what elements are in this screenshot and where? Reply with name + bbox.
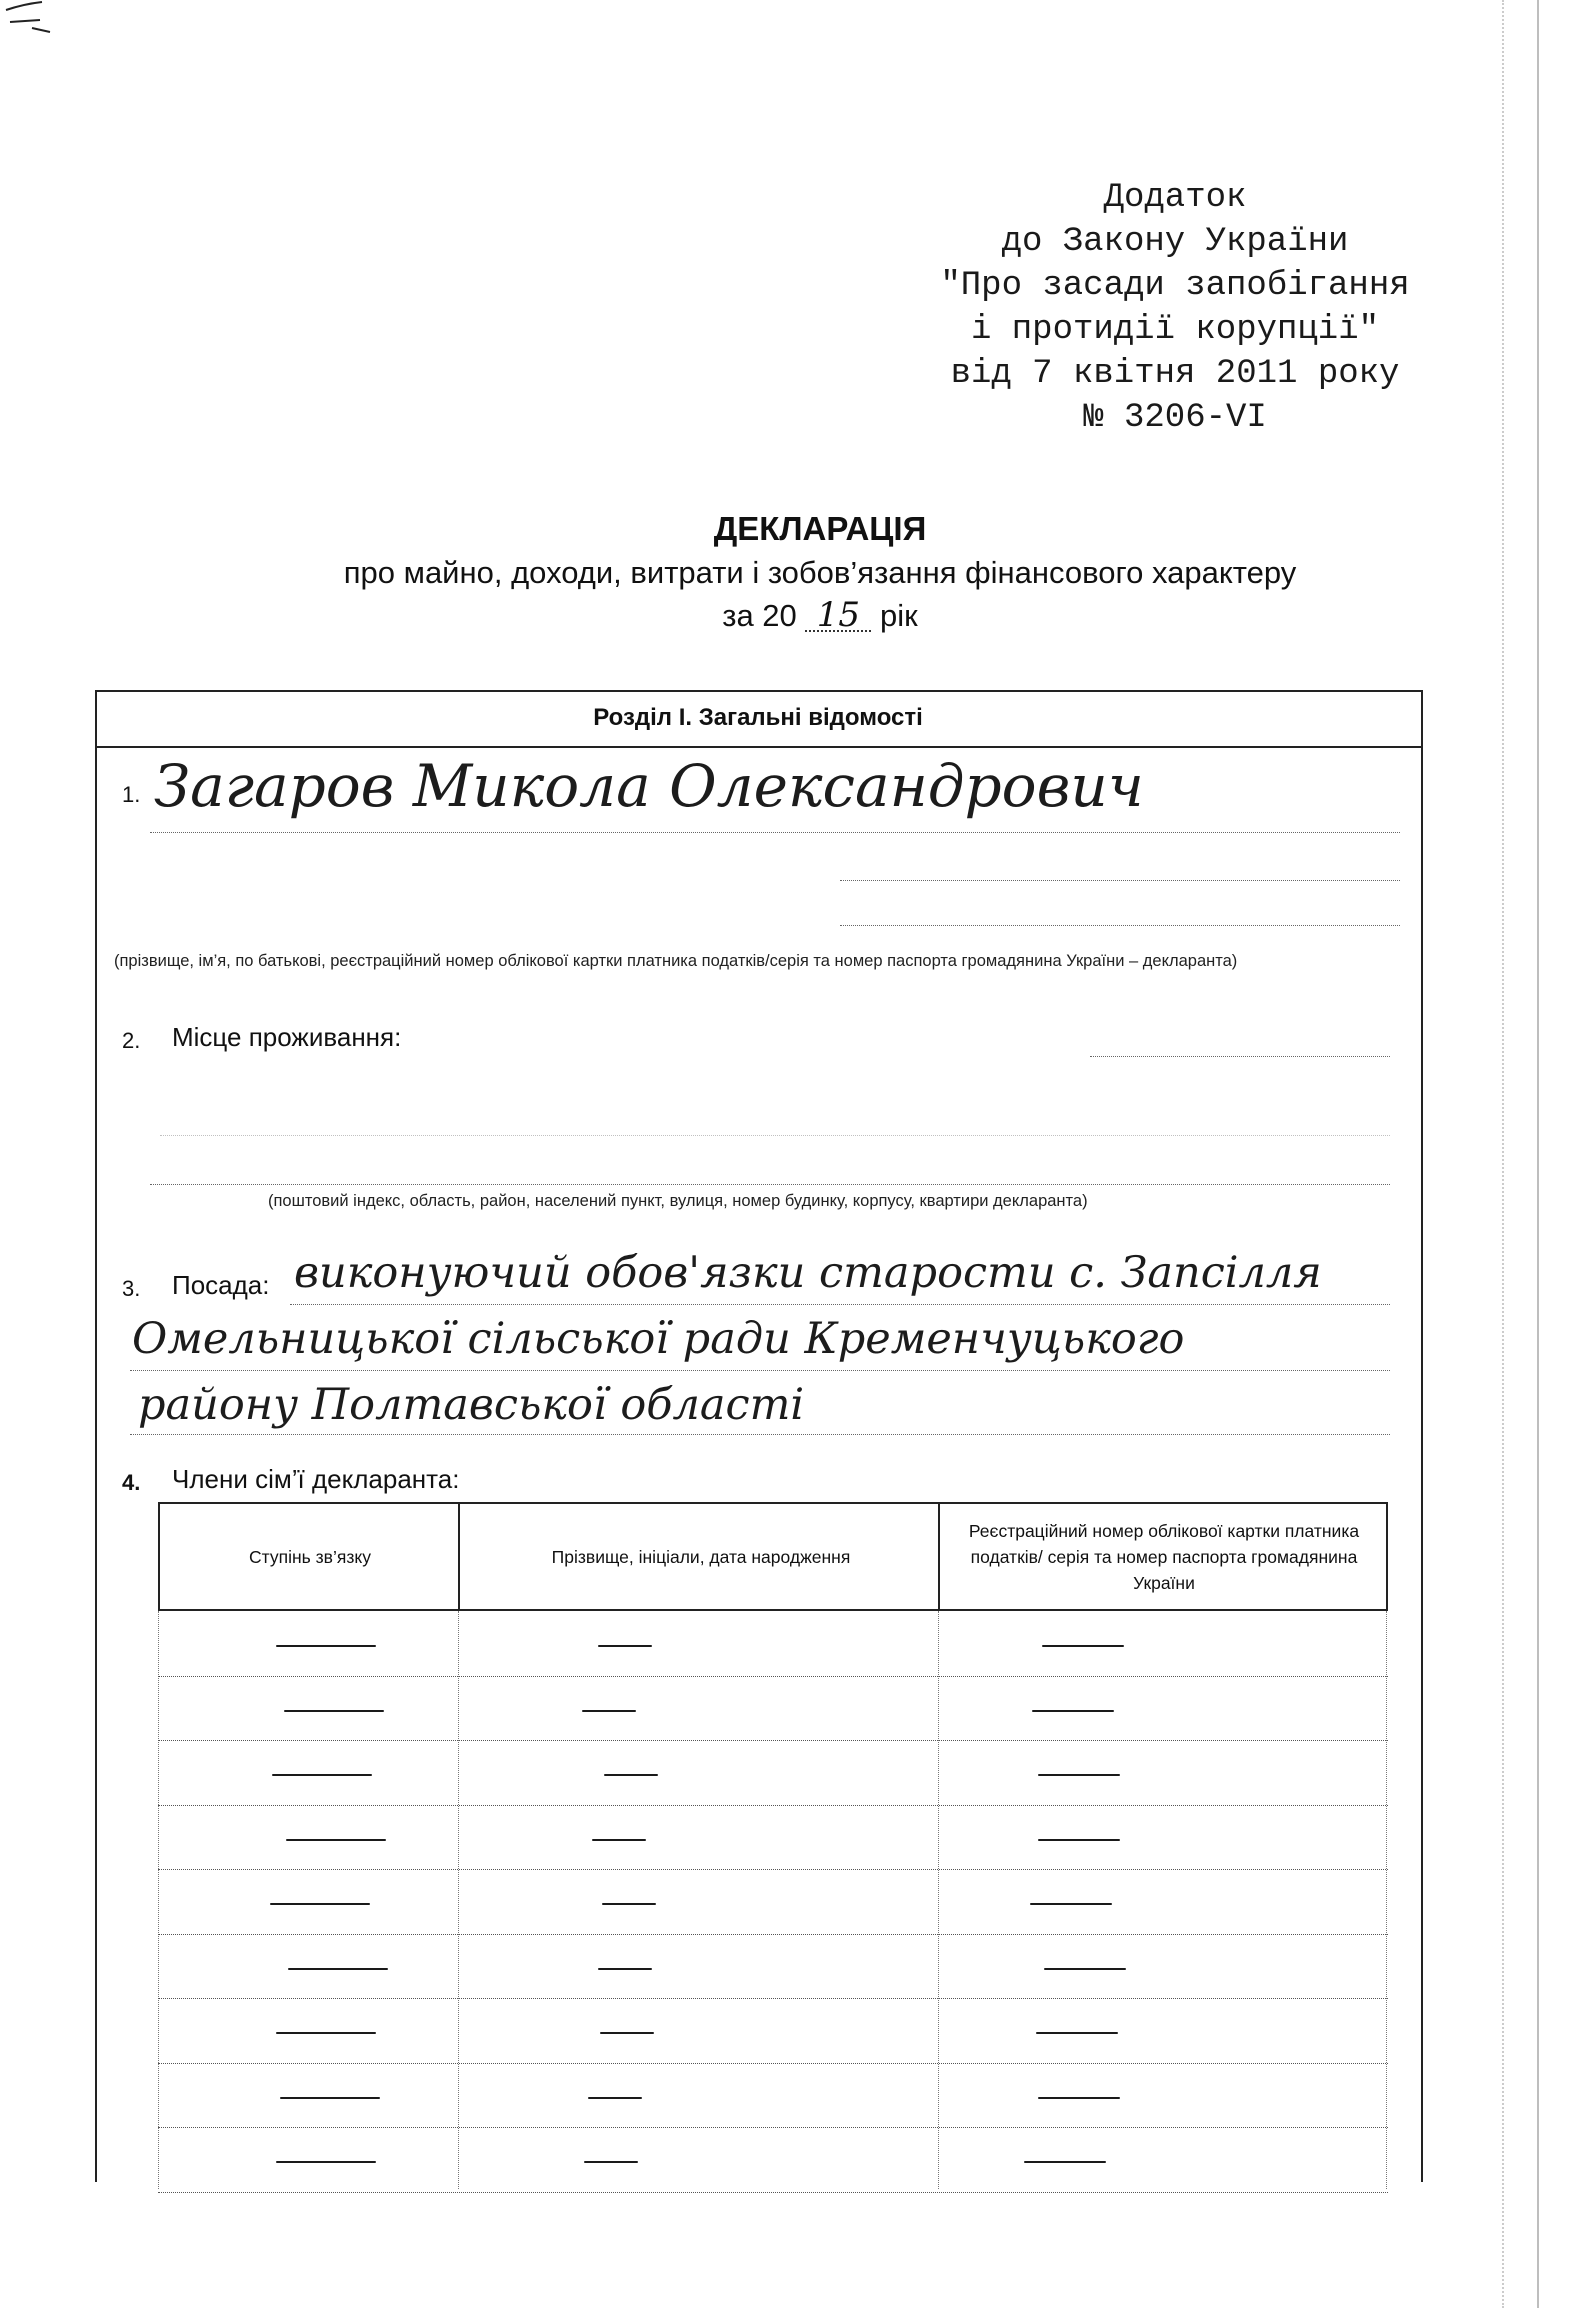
section-heading: Розділ І. Загальні відомості (95, 690, 1421, 748)
empty-cell-dash (286, 1839, 386, 1841)
body-divider-1 (458, 1611, 459, 2189)
year-prefix: за 20 (722, 598, 797, 633)
year-suffix: рік (880, 598, 918, 633)
column-header-name: Прізвище, ініціали, дата народження (551, 1546, 851, 1567)
empty-cell-dash (1032, 1710, 1114, 1712)
empty-cell-dash (602, 1903, 656, 1905)
item3-label: Посада: (172, 1270, 270, 1300)
item3-line-1 (290, 1304, 1390, 1305)
appendix-line-1: Додаток (1103, 179, 1247, 217)
table-row-separator (158, 1740, 1388, 1741)
item2-label: Місце проживання: (172, 1022, 402, 1052)
item1-number: 1. (122, 782, 141, 807)
declaration-year-line (0, 595, 1578, 635)
item3-line-2 (130, 1370, 1390, 1371)
empty-cell-dash (270, 1903, 370, 1905)
empty-cell-dash (1036, 2032, 1118, 2034)
appendix-line-6: № 3206-VI (1083, 399, 1267, 437)
item3-line-3 (130, 1434, 1390, 1435)
empty-cell-dash (600, 2032, 654, 2034)
family-table-header (158, 1502, 1388, 1611)
table-row-separator (158, 1998, 1388, 1999)
empty-cell-dash (272, 1774, 372, 1776)
empty-cell-dash (1024, 2161, 1106, 2163)
body-divider-2 (938, 1611, 939, 2189)
item2-line-2 (160, 1135, 1390, 1136)
item1-line-1 (150, 832, 1400, 833)
column-header-relation: Ступінь зв’язку (249, 1546, 371, 1567)
table-row-separator (158, 1805, 1388, 1806)
empty-cell-dash (1038, 1839, 1120, 1841)
column-header-tax-number: Реєстраційний номер облікової картки платника податків/ серія та номер паспорта громадянина України (968, 1520, 1360, 1593)
position-line-1-handwritten: виконуючий обов'язки старости с. Запсілля (294, 1248, 1322, 1298)
header-divider-2 (938, 1502, 940, 1611)
body-divider-right (1386, 1611, 1387, 2189)
empty-cell-dash (1030, 1903, 1112, 1905)
table-row-separator (158, 2192, 1388, 2193)
item1-line-2 (840, 880, 1400, 881)
scan-edge-line (1537, 0, 1539, 2308)
empty-cell-dash (288, 1968, 388, 1970)
empty-cell-dash (588, 2097, 642, 2099)
empty-cell-dash (1042, 1645, 1124, 1647)
table-row-separator (158, 1869, 1388, 1870)
empty-cell-dash (592, 1839, 646, 1841)
position-line-3-handwritten: району Полтавської області (138, 1380, 805, 1430)
table-row-separator (158, 1934, 1388, 1935)
item1-caption: (прізвище, ім’я, по батькові, реєстраційний номер облікової картки платника податків/серія та номер паспорта громадянина України – декларанта) (114, 952, 1238, 970)
body-divider-left (158, 1611, 159, 2189)
item4-label: Члени сім’ї декларанта: (172, 1464, 460, 1494)
item2-number: 2. (122, 1028, 141, 1053)
empty-cell-dash (598, 1968, 652, 1970)
item2-line-1 (1090, 1056, 1390, 1057)
appendix-line-2: до Закону України (1001, 223, 1349, 261)
header-divider-1 (458, 1502, 460, 1611)
table-row-separator (158, 2127, 1388, 2128)
item2-caption: (поштовий індекс, область, район, населений пункт, вулиця, номер будинку, корпусу, квартири декларанта) (268, 1192, 1088, 1210)
empty-cell-dash (582, 1710, 636, 1712)
item3-number: 3. (122, 1276, 141, 1301)
appendix-line-3: "Про засади запобігання (940, 267, 1410, 305)
table-row-separator (158, 2063, 1388, 2064)
position-line-2-handwritten: Омельницької сільської ради Кременчуцького (132, 1314, 1185, 1364)
appendix-line-5: від 7 квітня 2011 року (950, 355, 1400, 393)
empty-cell-dash (276, 2032, 376, 2034)
appendix-line-4: і протидії корупції" (970, 311, 1380, 349)
scan-edge-dots (1502, 0, 1504, 2308)
empty-cell-dash (584, 2161, 638, 2163)
section-frame (95, 690, 1423, 2182)
empty-cell-dash (284, 1710, 384, 1712)
item2-line-3 (150, 1184, 1390, 1185)
empty-cell-dash (1038, 2097, 1120, 2099)
item1-line-3 (840, 925, 1400, 926)
empty-cell-dash (276, 1645, 376, 1647)
empty-cell-dash (598, 1645, 652, 1647)
declaration-title: ДЕКЛАРАЦІЯ (713, 510, 927, 547)
declaration-subtitle: про майно, доходи, витрати і зобов’язання фінансового характеру (343, 555, 1297, 590)
year-handwritten: 15 (805, 600, 871, 632)
empty-cell-dash (604, 1774, 658, 1776)
empty-cell-dash (276, 2161, 376, 2163)
scan-corner-mark (4, 0, 74, 40)
declarant-name-handwritten: Загаров Микола Олександрович (154, 752, 1144, 820)
item4-number: 4. (122, 1470, 141, 1495)
empty-cell-dash (1038, 1774, 1120, 1776)
appendix-block (890, 176, 1460, 440)
empty-cell-dash (280, 2097, 380, 2099)
empty-cell-dash (1044, 1968, 1126, 1970)
table-row-separator (158, 1676, 1388, 1677)
